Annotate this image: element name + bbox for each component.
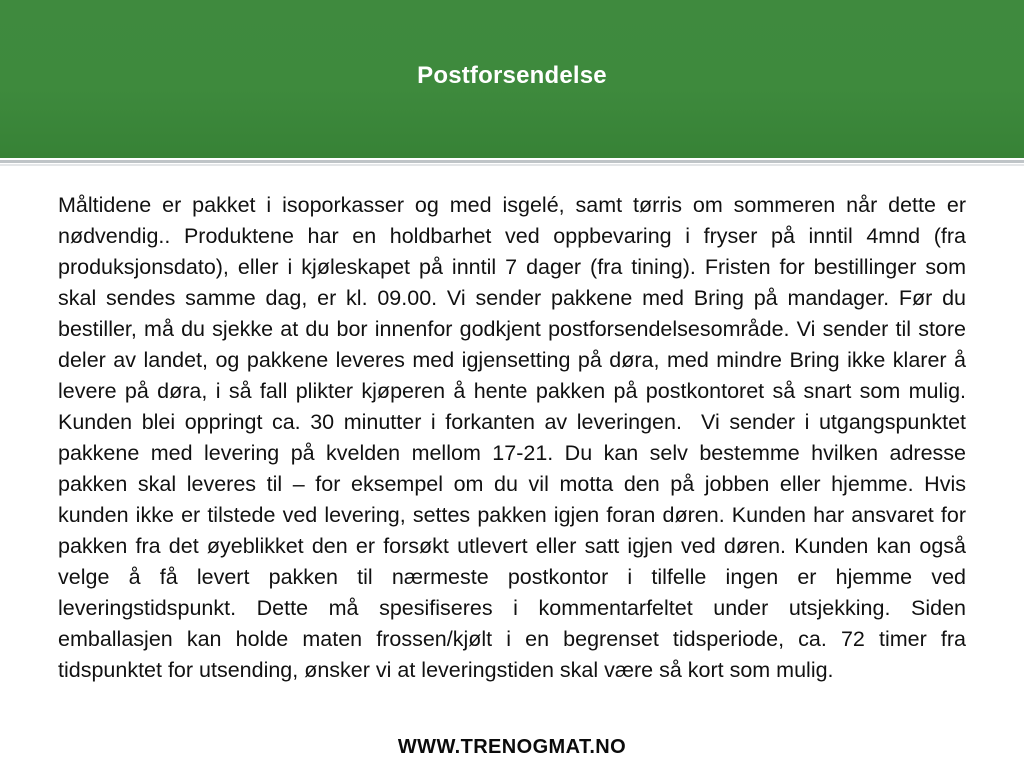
header-banner [0, 0, 1024, 158]
header-divider-shadow [0, 164, 1024, 166]
footer-website-url: WWW.TRENOGMAT.NO [397, 736, 627, 758]
body-paragraph: Måltidene er pakket i isoporkasser og med isgelé, samt tørris om sommeren når dette er nødvendig.. Produktene har en holdbarhet ved oppbevaring i fryser på inntil 4mnd (fra produksjonsdato), eller i kjøleskapet på inntil 7 dager (fra tining). Fristen for bestillinger som skal sendes samme dag, er kl. 09.00. Vi sender pakkene med Bring på mandager. Før du bestiller, må du sjekke at du bor innenfor godkjent postforsendelsesområde. Vi sender til store deler av landet, og pakkene leveres med igjensetting på døra, med mindre Bring ikke klarer å levere på døra, i så fall plikter kjøperen å hente pakken på postkontoret så snart som mulig. Kunden blei oppringt ca. 30 minutter i forkanten av leveringen. Vi sender i utgangspunktet pakkene med levering på kvelden mellom 17-21. Du kan selv bestemme hvilken adresse pakken skal leveres til – for eksempel om du vil motta den på jobben eller hjemme. Hvis kunden ikke er tilstede ved levering, settes pakken igjen foran døren. Kunden har ansvaret for pakken fra det øyeblikket den er forsøkt utlevert eller satt igjen ved døren. Kunden kan også velge å få levert pakken til nærmeste postkontor i tilfelle ingen er hjemme ved leveringstidspunkt. Dette må spesifiseres i kommentarfeltet under utsjekking. Siden emballasjen kan holde maten frossen/kjølt i en begrenset tidsperiode, ca. 72 timer fra tidspunktet for utsending, ønsker vi at leveringstiden skal være så kort som mulig. [58, 193, 972, 682]
page-title: Postforsendelse [417, 62, 607, 89]
header-divider [0, 160, 1024, 163]
